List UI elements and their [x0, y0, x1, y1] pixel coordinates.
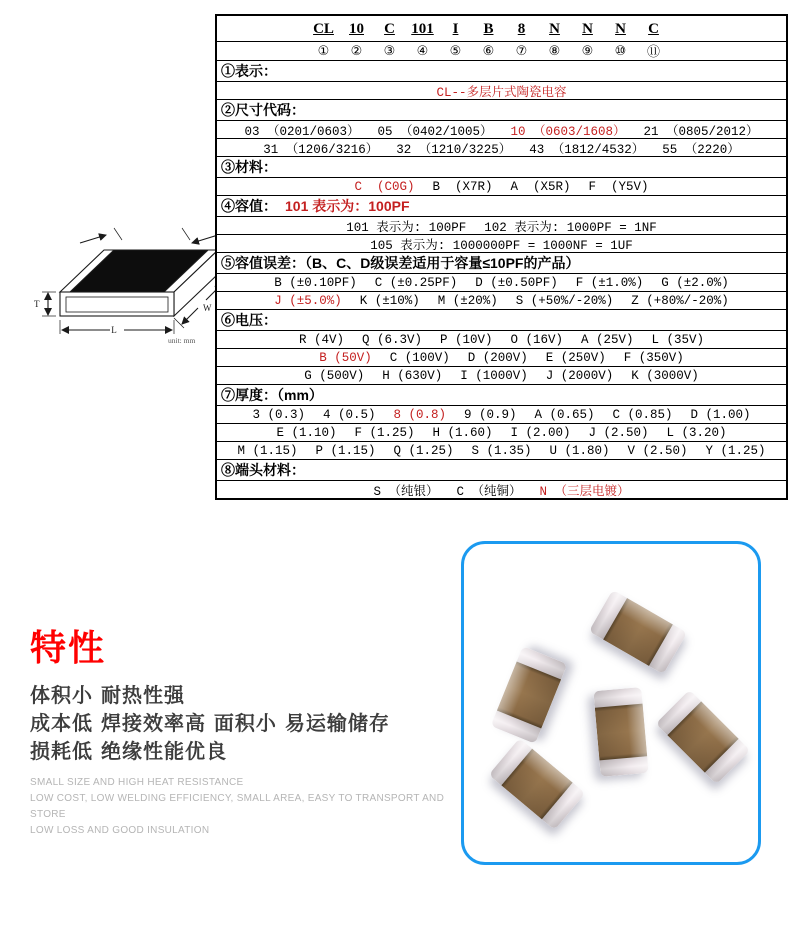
- spec-entry: 21 （0805/2012）: [643, 124, 759, 138]
- spec-data-row: [217, 177, 786, 195]
- spec-data-row: [217, 480, 786, 498]
- spec-entry: P (1.15): [315, 443, 376, 458]
- spec-data-row: [217, 291, 786, 309]
- spec-entry: R (4V): [298, 332, 344, 347]
- part-code-position-number: ④: [416, 44, 429, 59]
- part-code-letter: 10: [349, 20, 364, 37]
- spec-entry: 101 表示为: 100PF: [346, 220, 467, 234]
- part-code-position-number: ⑥: [482, 44, 495, 59]
- spec-entry: ③材料：: [221, 159, 277, 175]
- part-code-column: [505, 20, 538, 38]
- spec-entry: H (1.60): [432, 425, 493, 440]
- spec-entry: S (1.35): [471, 443, 532, 458]
- spec-entry: D (1.00): [690, 407, 751, 422]
- spec-entry: S （纯银）: [373, 484, 439, 498]
- spec-entry: J (2.50): [588, 425, 649, 440]
- spec-entry: F (Y5V): [588, 179, 649, 194]
- spec-entry: 05 （0402/1005）: [377, 124, 493, 138]
- feature-line-en: SMALL SIZE AND HIGH HEAT RESISTANCE: [30, 777, 244, 788]
- features-chinese-lines: [30, 681, 450, 765]
- spec-section-row: [217, 459, 786, 480]
- spec-entry: F (1.25): [354, 425, 415, 440]
- spec-entry: 101 表示为：100PF: [285, 198, 410, 214]
- part-code-position-number: ⑨: [581, 44, 594, 59]
- spec-entry: 9 (0.9): [463, 407, 517, 422]
- spec-data-row: [217, 330, 786, 348]
- spec-entry: C (0.85): [612, 407, 673, 422]
- part-code-column: [571, 20, 604, 38]
- spec-section-row: [217, 156, 786, 177]
- spec-entry: F (±1.0%): [575, 275, 644, 290]
- spec-entry: 03 （0201/0603）: [244, 124, 360, 138]
- spec-entry: ②尺寸代码：: [221, 102, 305, 118]
- part-code-column: [439, 20, 472, 38]
- spec-entry: K (3000V): [631, 368, 699, 383]
- capacitor-chip-photo: [491, 646, 568, 744]
- spec-entry: M (±20%): [437, 293, 498, 308]
- dim-label-width: W: [203, 303, 212, 313]
- spec-entry: ⑤容值误差：（B、C、D级误差适用于容量≤10PF的产品）: [221, 255, 580, 271]
- feature-line-en: LOW LOSS AND GOOD INSULATION: [30, 825, 210, 836]
- dim-label-thickness: T: [34, 299, 40, 309]
- spec-data-row: [217, 273, 786, 291]
- part-code-column: [406, 20, 439, 38]
- dim-arrow-terminal-left: [80, 235, 106, 243]
- spec-entry: 55 （2220）: [662, 142, 740, 156]
- spec-entry: 3 (0.3): [252, 407, 305, 422]
- spec-entry: S (+50%/-20%): [515, 293, 614, 308]
- spec-entry: O (16V): [510, 332, 564, 347]
- features-title: 特性: [30, 628, 107, 669]
- spec-entry: 4 (0.5): [322, 407, 376, 422]
- capacitor-dimension-diagram: [22, 196, 217, 346]
- spec-section-row: [217, 384, 786, 405]
- capacitor-chip-photo: [656, 690, 751, 785]
- feature-line-en: LOW COST, LOW WELDING EFFICIENCY, SMALL AREA, EASY TO TRANSPORT AND STORE: [30, 793, 445, 820]
- spec-entry: K (±10%): [359, 293, 420, 308]
- spec-entry: J (±5.0%): [274, 293, 342, 308]
- spec-entry: 32 （1210/3225）: [396, 142, 512, 156]
- spec-entry: ⑧端头材料：: [221, 462, 305, 478]
- spec-entry: B (X7R): [432, 179, 493, 194]
- part-code-letter: CL: [313, 20, 334, 37]
- part-code-position-column: [439, 42, 472, 60]
- part-code-letter: 8: [517, 20, 526, 37]
- spec-entry: C （纯铜）: [456, 484, 522, 498]
- spec-entry: Q (1.25): [393, 443, 454, 458]
- spec-section-row: [217, 99, 786, 120]
- part-code-letter: N: [549, 20, 560, 37]
- part-code-position-number: ③: [383, 44, 396, 59]
- spec-entry: M (1.15): [237, 443, 298, 458]
- spec-entry: C (±0.25PF): [374, 275, 458, 290]
- spec-entry: P (10V): [439, 332, 493, 347]
- dim-arrow-width: [182, 308, 198, 324]
- spec-data-row: [217, 441, 786, 459]
- feature-line-cn: 体积小 耐热性强: [30, 683, 185, 707]
- spec-entry: F (350V): [623, 350, 684, 365]
- part-code-column: [373, 20, 406, 38]
- spec-entry: C (100V): [389, 350, 450, 365]
- spec-section-row: [217, 60, 786, 81]
- capacitor-chip-photo: [489, 738, 586, 830]
- features-english-lines: [30, 775, 450, 839]
- spec-entry: ①表示：: [221, 63, 277, 79]
- spec-entry: 8 (0.8): [393, 407, 446, 422]
- spec-entry: 105 表示为: 1000000PF = 1000NF = 1UF: [370, 238, 633, 252]
- part-code-letter: B: [483, 20, 494, 37]
- part-code-position-number: ⑦: [515, 44, 528, 59]
- spec-entry: Z (+80%/-20%): [631, 293, 729, 308]
- spec-entry: E (250V): [545, 350, 606, 365]
- spec-entry: A (0.65): [534, 407, 595, 422]
- spec-entry: I (2.00): [510, 425, 571, 440]
- feature-line-cn: 成本低 焊接效率高 面积小 易运输储存: [30, 711, 390, 735]
- spec-entry: A (X5R): [510, 179, 571, 194]
- spec-entry: CL--多层片式陶瓷电容: [436, 85, 567, 99]
- part-code-position-number: ②: [350, 44, 363, 59]
- part-code-position-number: ①: [317, 44, 330, 59]
- part-code-letter: N: [615, 20, 626, 37]
- spec-data-row: [217, 405, 786, 423]
- product-photo-panel: [461, 541, 761, 865]
- part-code-position-column: [538, 42, 571, 60]
- spec-entry: J (2000V): [545, 368, 614, 383]
- part-code-position-column: [373, 42, 406, 60]
- part-code-letter: N: [582, 20, 593, 37]
- part-code-position-column: [571, 42, 604, 60]
- dim-arrow-terminal-right: [192, 235, 217, 243]
- spec-entry: Y (1.25): [705, 443, 766, 458]
- spec-entry: D (200V): [467, 350, 528, 365]
- spec-entry: A (25V): [581, 332, 634, 347]
- spec-entry: U (1.80): [549, 443, 610, 458]
- spec-entry: L (35V): [651, 332, 705, 347]
- capacitor-chip-photo: [589, 590, 687, 675]
- spec-entry: 43 （1812/4532）: [529, 142, 645, 156]
- spec-entry: E (1.10): [276, 425, 337, 440]
- spec-data-row: [217, 81, 786, 99]
- spec-data-row: [217, 138, 786, 156]
- dim-label-length: L: [111, 325, 117, 335]
- spec-entry: G (±2.0%): [661, 275, 729, 290]
- spec-data-row: [217, 348, 786, 366]
- spec-data-row: [217, 120, 786, 138]
- spec-entry: C (C0G): [354, 179, 415, 194]
- spec-entry: B (±0.10PF): [274, 275, 357, 290]
- part-code-position-column: [637, 41, 670, 60]
- spec-entry: L (3.20): [666, 425, 727, 440]
- part-code-column: [538, 20, 571, 38]
- part-code-letter: 101: [411, 20, 434, 37]
- spec-entry: 10 （0603/1608）: [510, 124, 626, 138]
- spec-section-row: [217, 195, 786, 216]
- feature-line-cn: 损耗低 绝缘性能优良: [30, 739, 227, 763]
- part-code-position-column: [406, 42, 439, 60]
- part-code-position-number: ⑤: [449, 44, 462, 59]
- part-code-letter: I: [452, 20, 459, 37]
- spec-section-row: [217, 309, 786, 330]
- spec-entry: Q (6.3V): [361, 332, 422, 347]
- spec-entry: D (±0.50PF): [475, 275, 558, 290]
- part-code-position-column: [472, 42, 505, 60]
- part-code-column: [604, 20, 637, 38]
- spec-data-row: [217, 366, 786, 384]
- part-code-row: [217, 16, 786, 41]
- part-code-column: [472, 20, 505, 38]
- part-code-position-column: [505, 42, 538, 60]
- spec-entry: V (2.50): [627, 443, 688, 458]
- part-code-position-row: [217, 41, 786, 60]
- spec-entry: ⑥电压：: [221, 312, 277, 328]
- capacitor-chip-photo: [593, 687, 648, 777]
- spec-data-row: [217, 234, 786, 252]
- part-code-position-number: ⑪: [646, 45, 660, 60]
- part-code-position-number: ⑧: [548, 44, 561, 59]
- spec-entry: N （三层电镀）: [539, 484, 630, 498]
- spec-entry: 102 表示为: 1000PF = 1NF: [484, 220, 657, 234]
- spec-data-row: [217, 423, 786, 441]
- spec-entry: H (630V): [382, 368, 443, 383]
- part-code-column: [637, 20, 670, 38]
- part-number-spec-table: [215, 14, 788, 500]
- spec-section-row: [217, 252, 786, 273]
- part-code-letter: C: [384, 20, 395, 37]
- spec-entry: ④容值：: [221, 198, 277, 214]
- spec-entry: I (1000V): [460, 368, 528, 383]
- spec-data-row: [217, 216, 786, 234]
- part-code-column: [307, 20, 340, 38]
- spec-entry: B (50V): [319, 350, 372, 365]
- spec-entry: 31 （1206/3216）: [263, 142, 379, 156]
- spec-entry: G (500V): [304, 368, 365, 383]
- features-section: [30, 620, 450, 839]
- part-code-position-number: ⑩: [614, 44, 627, 59]
- part-code-column: [340, 20, 373, 38]
- part-code-position-column: [340, 42, 373, 60]
- part-code-letter: C: [648, 20, 659, 37]
- part-code-position-column: [307, 42, 340, 60]
- spec-entry: ⑦厚度：（mm）: [221, 387, 323, 403]
- unit-label: unit: mm: [168, 336, 196, 345]
- part-code-position-column: [604, 42, 637, 60]
